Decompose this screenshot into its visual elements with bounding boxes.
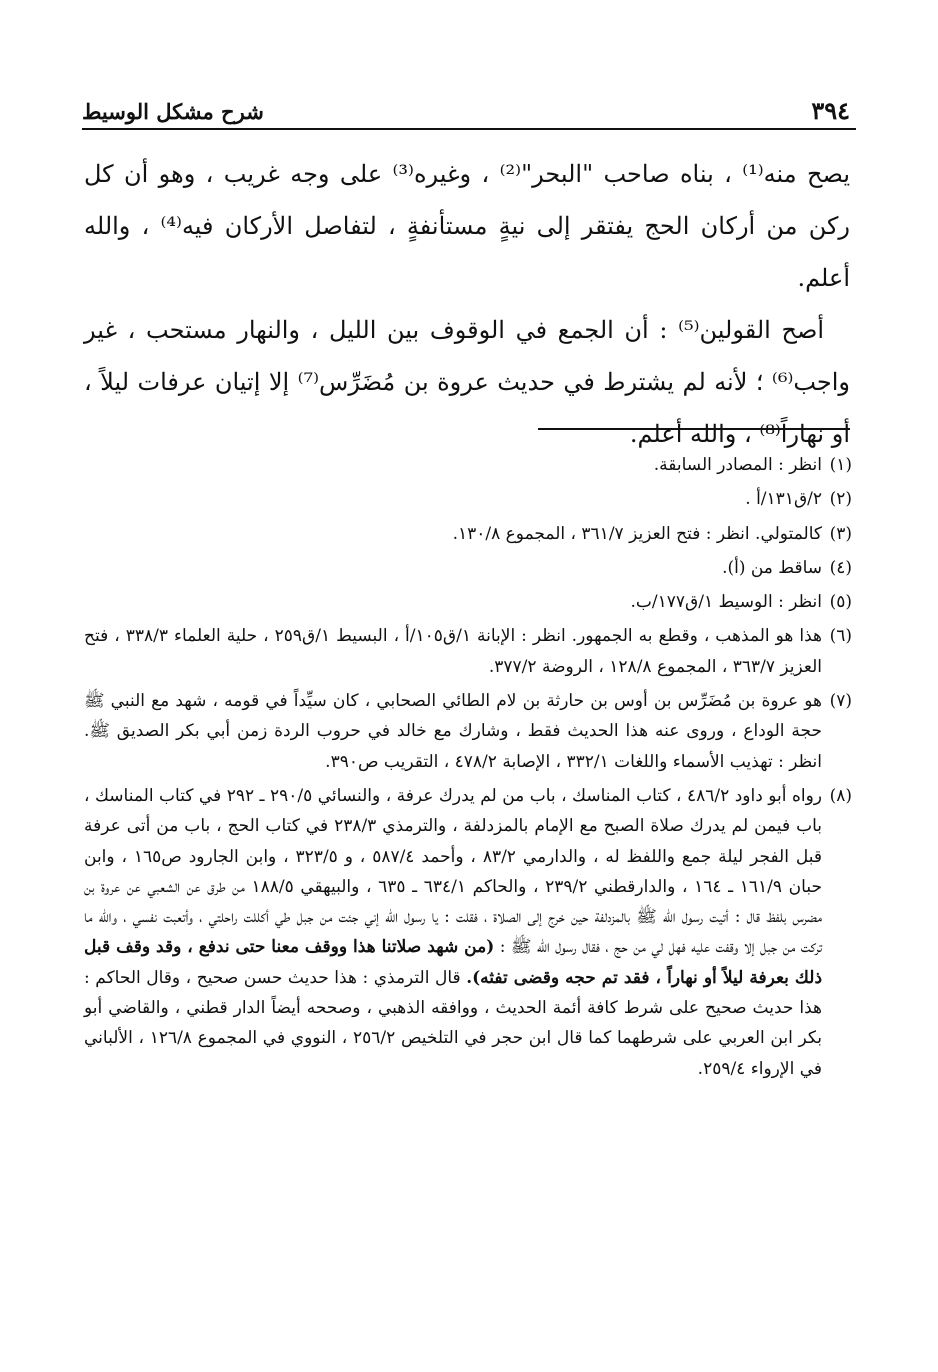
footnote <box>84 519 852 549</box>
main-text <box>84 148 850 460</box>
footnote <box>84 686 852 777</box>
footnote-mark: (٧) <box>829 691 852 712</box>
paragraph: يصح منه⁽¹⁾ ، بناه صاحب "البحر"⁽²⁾ ، وغيره⁽³⁾ على وجه غريب ، وهو أن كل ركن من أركان الحج يفتقر إلى نيةٍ مستأنفةٍ ، لتفاصل الأركان فيه⁽⁴⁾ ، والله أعلم. <box>84 160 851 292</box>
footnote <box>84 484 852 514</box>
footnote <box>84 621 852 682</box>
footnote-text: انظر : المصادر السابقة. <box>653 455 822 475</box>
footnote <box>84 553 852 583</box>
hadith-quote: (من شهد صلاتنا هذا ووقف معنا حتى ندفع ، وقد وقف قبل ذلك بعرفة ليلاً أو نهاراً ، فقد تم حجه وقضى تفثه). <box>84 937 823 988</box>
footnote-text: ٢/ق١٣١/أ . <box>745 489 822 510</box>
footnote <box>84 450 852 480</box>
footnote-mark: (٥) <box>829 592 852 613</box>
paragraph: أصح القولين⁽⁵⁾ : أن الجمع في الوقوف بين الليل ، والنهار مستحب ، غير واجب⁽⁶⁾ ؛ لأنه لم يشترط في حديث عروة بن مُضَرِّس⁽⁷⁾ إلا إتيان عرفات ليلاً ، أو نهاراً⁽⁸⁾ ، والله أعلم. <box>84 316 851 448</box>
footnote-mark: (٦) <box>829 626 852 647</box>
page-header <box>82 96 856 130</box>
footnote-text: انظر : الوسيط ١/ق١٧٧/ب. <box>630 592 822 613</box>
footnote-mark: (٢) <box>829 489 852 510</box>
footnote-text: رواه أبو داود ٤٨٦/٢ ، كتاب المناسك ، باب من لم يدرك عرفة ، والنسائي ٢٩٠/٥ ـ ٢٩٢ في كتاب المناسك ، باب فيمن لم يدرك صلاة الصبح مع الإمام بالمزدلفة ، والترمذي ٢٣٨/٣ في كتاب الحج ، باب من أتى عرفة قبل الفجر ليلة جمع واللفظ له ، والدارمي ٨٣/٢ ، وأحمد ٥٨٧/٤ ، و ٣٢٣/٥ ، وابن الجارود ص١٦٥ ، وابن حبان ١٦١/٩ ـ ١٦٤ ، والدارقطني ٢٣٩/٢ ، والحاكم ٦٣٤/١ ـ ٦٣٥ ، والبيهقي ١٨٨/٥ من طرق عن الشعبي عن عروة بن مضرس بلفظ قال : أتيت رسول الله ﷺ بالمزدلفة حين خرج إلى الصلاة ، فقلت : يا رسول الله إني جئت من جبل طي أكللت راحلتي ، وأتعبت نفسي ، والله ما تركت من جبل إلا وقفت عليه فهل لي من حج ، فقال رسول الله ﷺ : <box>84 785 823 958</box>
footnote-mark: (٤) <box>829 557 852 578</box>
footnotes <box>84 450 852 1088</box>
footnote-mark: (٣) <box>829 523 852 544</box>
footnote-mark: (١) <box>829 455 852 475</box>
running-title: شرح مشكل الوسيط <box>82 99 264 124</box>
footnote-text: هذا هو المذهب ، وقطع به الجمهور. انظر : الإبانة ١/ق١٠٥/أ ، البسيط ١/ق٢٥٩ ، حلية العلماء ٣٣٨/٣ ، فتح العزيز ٣٦٣/٧ ، المجموع ١٢٨/٨ ، الروضة ٣٧٧/٢. <box>84 626 822 677</box>
footnote-mark: (٨) <box>829 785 852 806</box>
footnote-text-continued: قال الترمذي : هذا حديث حسن صحيح ، وقال الحاكم : هذا حديث صحيح على شرط كافة أئمة الحديث ، ووافقه الذهبي ، وصححه أيضاً الدار قطني ، والقاضي أبو بكر ابن العربي على شرطهما كما قال ابن حجر في التلخيص ٢٥٦/٢ ، النووي في المجموع ١٢٦/٨ ، الألباني في الإرواء ٢٥٩/٤. <box>84 967 822 1079</box>
footnote <box>84 781 852 1084</box>
footnote-divider <box>538 428 850 430</box>
footnote-text: هو عروة بن مُضَرِّس بن أوس بن حارثة بن لام الطائي الصحابي ، كان سيِّداً في قومه ، شهد مع النبي ﷺ حجة الوداع ، وروى عنه هذا الحديث فقط ، وشارك مع خالد في حروب الردة زمن أبي بكر الصديق ﷺ. انظر : تهذيب الأسماء واللغات ٣٣٢/١ ، الإصابة ٤٧٨/٢ ، التقريب ص٣٩٠. <box>84 691 822 772</box>
footnote <box>84 587 852 617</box>
page-number: ٣٩٤ <box>811 96 850 125</box>
footnote-text: كالمتولي. انظر : فتح العزيز ٣٦١/٧ ، المجموع ١٣٠/٨. <box>452 523 822 544</box>
footnote-text: ساقط من (أ). <box>722 557 822 578</box>
